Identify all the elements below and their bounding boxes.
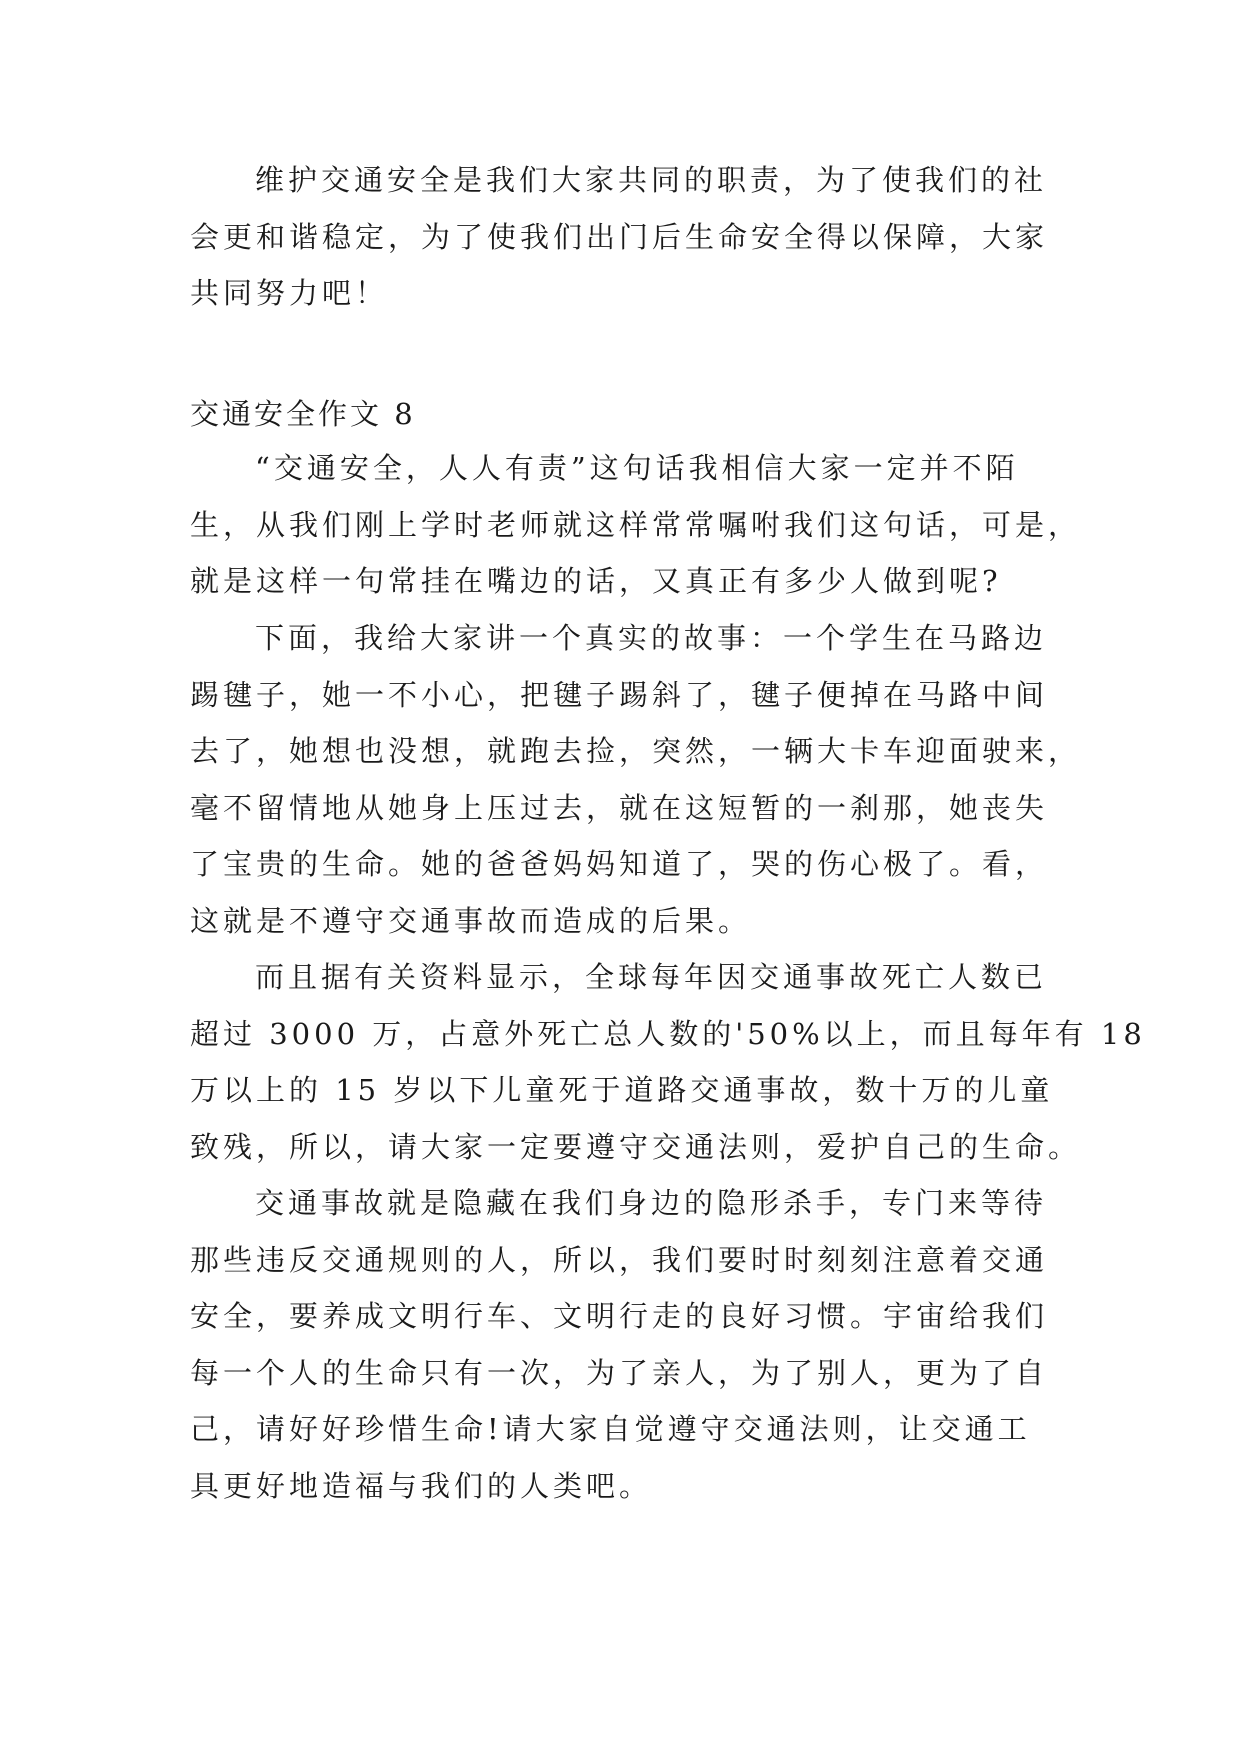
intro-paragraph bbox=[190, 152, 1050, 322]
paragraph-line: 万以上的 15 岁以下儿童死于道路交通事故，数十万的儿童 bbox=[190, 1073, 1054, 1107]
paragraph-line: 生，从我们刚上学时老师就这样常常嘱咐我们这句话，可是， bbox=[190, 507, 1082, 542]
paragraph-2 bbox=[190, 610, 1082, 949]
paragraph-line: 了宝贵的生命。她的爸爸妈妈知道了，哭的伤心极了。看， bbox=[190, 847, 1049, 881]
paragraph-line: 毫不留情地从她身上压过去，就在这短暂的一刹那，她丧失 bbox=[190, 790, 1049, 825]
paragraph-line: 交通事故就是隐藏在我们身边的隐形杀手，专门来等待 bbox=[255, 1186, 1048, 1220]
paragraph-line: 会更和谐稳定，为了使我们出门后生命安全得以保障，大家 bbox=[190, 219, 1049, 254]
paragraph-line: 共同努力吧！ bbox=[190, 276, 389, 310]
section-heading: 交通安全作文 8 bbox=[190, 397, 416, 431]
paragraph-line: 而且据有关资料显示，全球每年因交通事故死亡人数已 bbox=[255, 960, 1048, 994]
paragraph-line: 踢毽子，她一不小心，把毽子踢斜了，毽子便掉在马路中间 bbox=[190, 677, 1049, 712]
paragraph-line: 己，请好好珍惜生命!请大家自觉遵守交通法则，让交通工 bbox=[190, 1412, 1031, 1446]
paragraph-line: 维护交通安全是我们大家共同的职责，为了使我们的社 bbox=[255, 163, 1048, 197]
paragraph-4 bbox=[190, 1175, 1050, 1514]
paragraph-line: 就是这样一句常挂在嘴边的话，又真正有多少人做到呢? bbox=[190, 564, 1002, 598]
paragraph-line: 下面，我给大家讲一个真实的故事：一个学生在马路边 bbox=[255, 621, 1048, 655]
paragraph-line: 安全，要养成文明行车、文明行走的良好习惯。宇宙给我们 bbox=[190, 1299, 1049, 1333]
paragraph-line: 具更好地造福与我们的人类吧。 bbox=[190, 1468, 653, 1503]
paragraph-line: 超过 3000 万，占意外死亡总人数的'50%以上，而且每年有 18 bbox=[190, 1016, 1146, 1051]
paragraph-line: 每一个人的生命只有一次，为了亲人，为了别人，更为了自 bbox=[190, 1355, 1049, 1390]
paragraph-line: 这就是不遵守交通事故而造成的后果。 bbox=[190, 903, 752, 938]
paragraph-line: 致残，所以，请大家一定要遵守交通法则，爱护自己的生命。 bbox=[190, 1129, 1082, 1164]
paragraph-line: “交通安全，人人有责”这句话我相信大家一定并不陌 bbox=[255, 451, 1019, 485]
paragraph-3 bbox=[190, 949, 1146, 1175]
paragraph-line: 去了，她想也没想，就跑去捡，突然，一辆大卡车迎面驶来， bbox=[190, 734, 1082, 768]
paragraph-line: 那些违反交通规则的人，所以，我们要时时刻刻注意着交通 bbox=[190, 1242, 1049, 1277]
paragraph-1 bbox=[190, 440, 1082, 610]
